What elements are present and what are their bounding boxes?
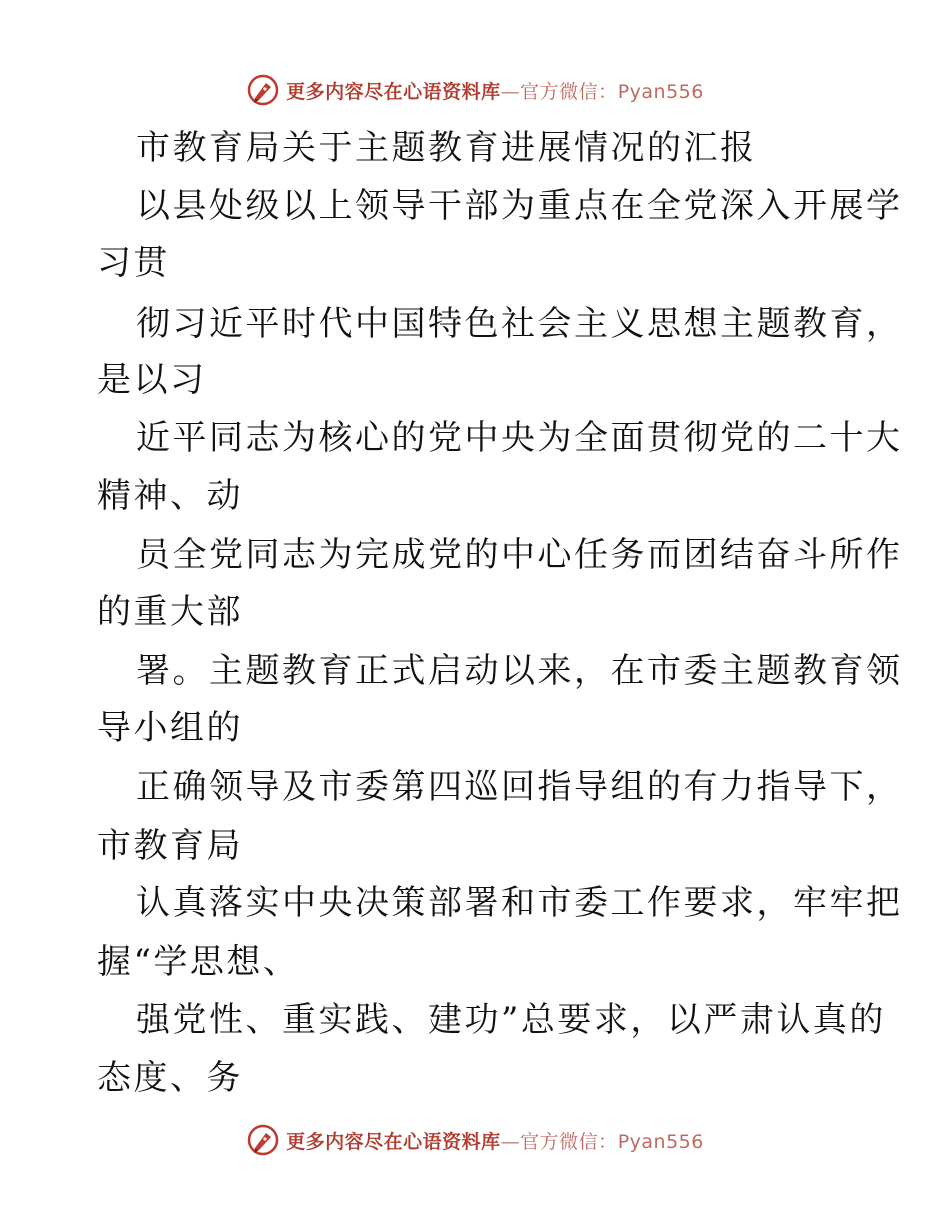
doc-line: 市教育局 xyxy=(97,826,243,866)
header-banner-separator: — xyxy=(500,80,521,103)
doc-line: 认真落实中央决策部署和市委工作要求，牢牢把 xyxy=(136,883,903,923)
doc-title: 市教育局关于主题教育进展情况的汇报 xyxy=(136,128,757,168)
footer-banner-main: 更多内容尽在心语资料库 xyxy=(286,1130,501,1153)
doc-line: 以县处级以上领导干部为重点在全党深入开展学 xyxy=(136,186,903,226)
doc-line: 习贯 xyxy=(97,243,170,283)
doc-line: 署。主题教育正式启动以来，在市委主题教育领 xyxy=(136,651,903,691)
footer-banner-wechat-id: Pyan556 xyxy=(617,1130,704,1153)
footer-banner xyxy=(0,1120,950,1160)
doc-line: 握“学思想、 xyxy=(97,942,300,982)
doc-line: 近平同志为核心的党中央为全面贯彻党的二十大 xyxy=(136,418,903,458)
doc-line: 是以习 xyxy=(97,360,207,400)
doc-line: 彻习近平时代中国特色社会主义思想主题教育， xyxy=(136,304,903,344)
header-banner-text xyxy=(286,77,704,104)
doc-line: 正确领导及市委第四巡回指导组的有力指导下， xyxy=(136,767,903,807)
header-banner-wechat-label: 官方微信： xyxy=(520,80,618,103)
doc-line: 的重大部 xyxy=(97,592,243,632)
header-banner-main: 更多内容尽在心语资料库 xyxy=(286,80,501,103)
pen-nib-logo-icon xyxy=(246,1123,280,1157)
header-banner xyxy=(0,70,950,110)
header-banner-wechat-id: Pyan556 xyxy=(617,80,704,103)
footer-banner-text xyxy=(286,1127,704,1154)
footer-banner-separator: — xyxy=(500,1130,521,1153)
doc-line: 强党性、重实践、建功”总要求，以严肃认真的 xyxy=(136,1000,886,1040)
footer-banner-wechat-label: 官方微信： xyxy=(520,1130,618,1153)
doc-line: 态度、务 xyxy=(97,1058,243,1098)
doc-line: 精神、动 xyxy=(97,476,243,516)
doc-line: 员全党同志为完成党的中心任务而团结奋斗所作 xyxy=(136,535,903,575)
doc-line: 导小组的 xyxy=(97,708,243,748)
pen-nib-logo-icon xyxy=(246,73,280,107)
